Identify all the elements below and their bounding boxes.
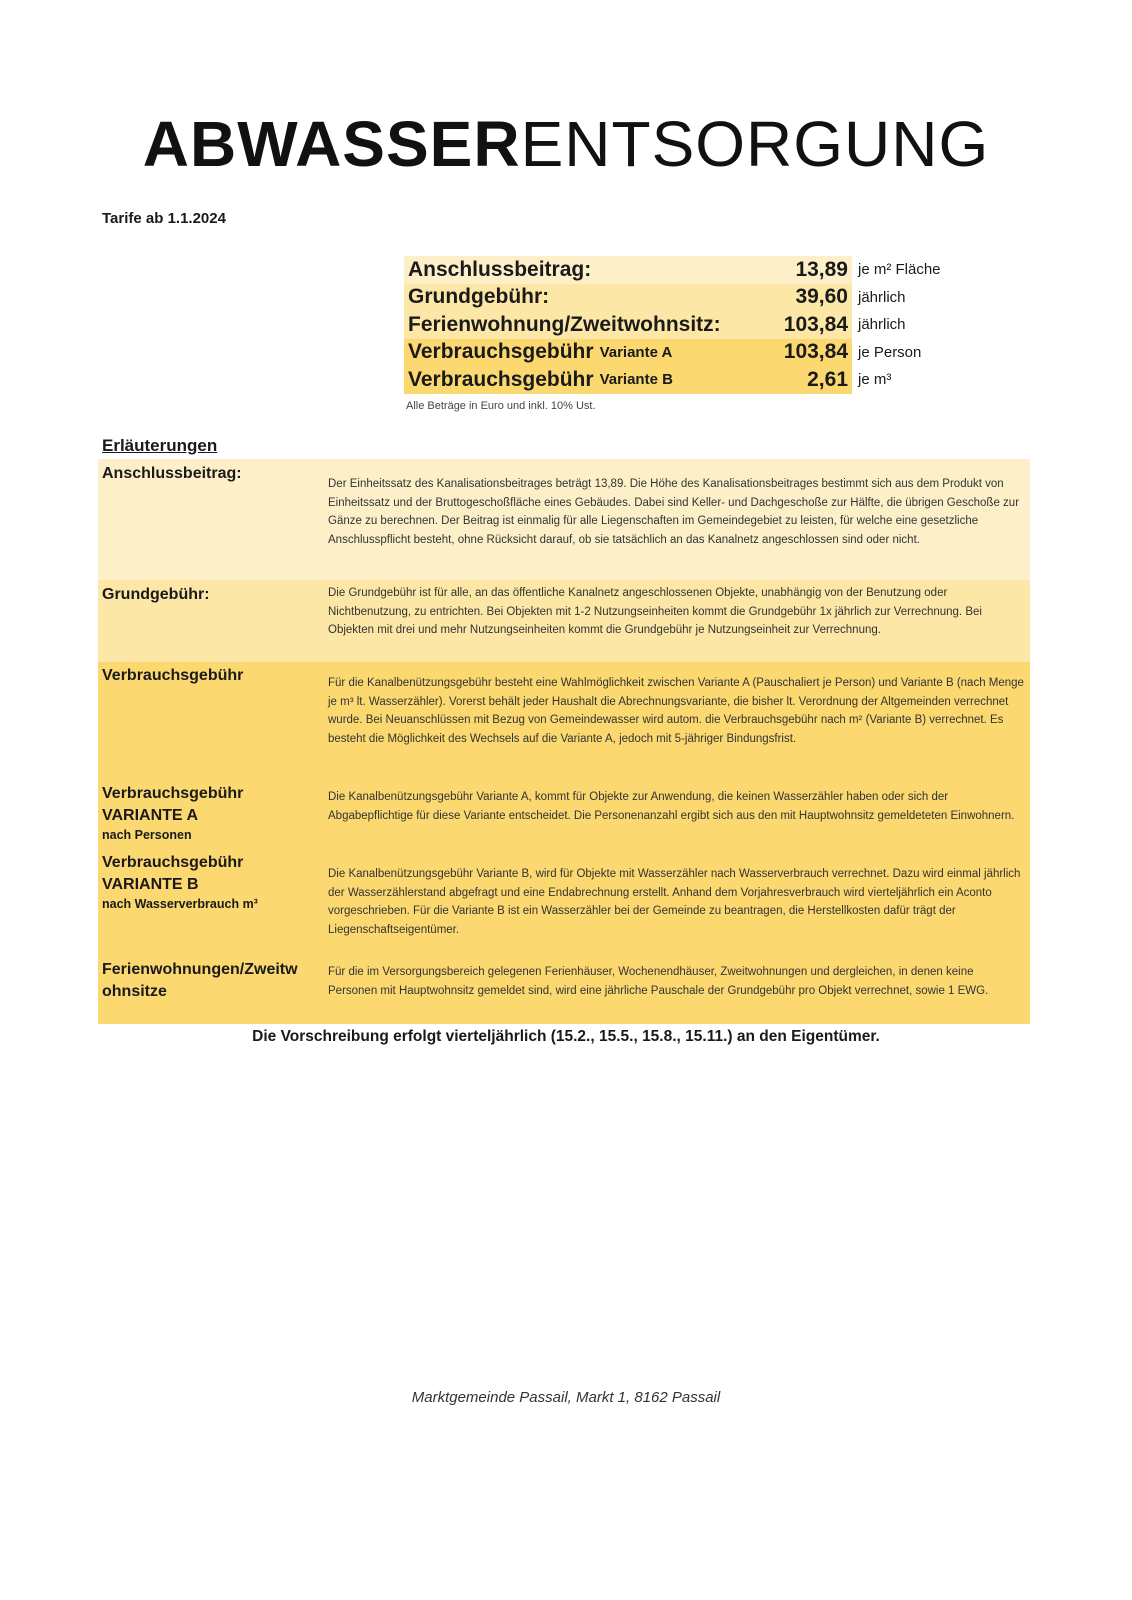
rate-unit: je m² Fläche — [858, 261, 941, 279]
section-label: Ferienwohnungen/Zweitw ohnsitze — [98, 954, 328, 1024]
section-text: Für die Kanalbenützungsgebühr besteht eine Wahlmöglichkeit zwischen Variante A (Pauschaliert je Person) und Variante B (nach Menge je m³ lt. Wasserzähler). Vorerst behält jeder Haushalt die Abrechnungsvariante, die bisher lt. Verordnung der Altgemeinden verrechnet wurde. Bei Neuanschlüssen mit Bezug von Gemeindewasser wird autom. die Verbrauchsgebühr nach m² (Variante B) verrechnet. Es besteht die Möglichkeit des Wechsels auf die Variante A, jedoch mit 5-jähriger Bindungsfrist. — [328, 662, 1030, 780]
section-text: Die Grundgebühr ist für alle, an das öffentliche Kanalnetz angeschlossenen Objekte, unabhängig von der Benutzung oder Nichtbenutzung, zu entrichten. Bei Objekten mit 1-2 Nutzungseinheiten kommt die Grundgebühr 1x jährlich zur Verrechnung. Bei Objekten mit drei und mehr Nutzungseinheiten kommt die Grundgebühr je Nutzungseinheit zur Verrechnung. — [328, 580, 1030, 662]
rate-label: Ferienwohnung/Zweitwohnsitz: — [404, 311, 742, 339]
rate-label: Grundgebühr: — [404, 284, 742, 312]
section-label: Verbrauchsgebühr VARIANTE B nach Wasserverbrauch m³ — [98, 849, 328, 954]
rate-value: 103,84 — [742, 311, 852, 339]
rate-unit: jährlich — [858, 316, 906, 334]
title-regular: ENTSORGUNG — [520, 108, 990, 180]
title-bold: ABWASSER — [142, 108, 521, 180]
section-grundgebuehr — [98, 580, 1030, 662]
section-sublabel: nach Personen — [102, 828, 192, 842]
rate-row-anschlussbeitrag — [404, 256, 941, 284]
rate-label: Verbrauchsgebühr Variante A — [404, 339, 742, 367]
section-text: Der Einheitssatz des Kanalisationsbeitrages beträgt 13,89. Die Höhe des Kanalisationsbeitrages bestimmt sich aus dem Produkt von Einheitssatz und der Bruttogeschoßfläche eines Gebäudes. Dabei sind Keller- und Dachgeschoße zur Hälfte, die übrigen Geschoße zur Gänze zu berechnen. Der Beitrag ist einmalig für alle Liegenschaften im Gemeindegebiet zu leisten, für welche eine gesetzliche Anschlusspflicht besteht, ohne Rücksicht darauf, ob sie tatsächlich an das Kanalnetz angeschlossen sind oder nicht. — [328, 459, 1030, 580]
section-text: Die Kanalbenützungsgebühr Variante B, wird für Objekte mit Wasserzähler nach Wasserverbrauch verrechnet. Dazu wird einmal jährlich der Wasserzählerstand abgefragt und eine Endabrechnung erstellt. Anhand dem Vorjahresverbrauch wird vierteljährlich ein Aconto vorgeschrieben. Für die Variante B ist ein Wasserzähler bei der Gemeinde zu beantragen, die Herstellkosten dafür trägt der Liegenschaftseigentümer. — [328, 849, 1030, 954]
rate-variant: Variante A — [599, 343, 673, 361]
rate-row-verbrauch-a — [404, 339, 941, 367]
rate-unit: je m³ — [858, 371, 892, 389]
billing-notice: Die Vorschreibung erfolgt vierteljährlich (15.2., 15.5., 15.8., 15.11.) an den Eigentümer. — [252, 1028, 880, 1045]
rate-value: 103,84 — [742, 339, 852, 367]
rate-value: 2,61 — [742, 366, 852, 394]
section-verbrauchsgebuehr — [98, 662, 1030, 780]
section-label: Grundgebühr: — [98, 580, 328, 662]
rate-unit: je Person — [858, 343, 922, 361]
section-sublabel: nach Wasserverbrauch m³ — [102, 897, 258, 911]
section-label: Verbrauchsgebühr VARIANTE A nach Personen — [98, 780, 328, 849]
rate-variant: Variante B — [599, 371, 673, 389]
rate-row-ferienwohnung — [404, 311, 941, 339]
rate-label: Verbrauchsgebühr Variante B — [404, 366, 742, 394]
section-label: Anschlussbeitrag: — [98, 459, 328, 580]
section-anschlussbeitrag — [98, 459, 1030, 580]
tarife-label: Tarife ab 1.1.2024 — [102, 210, 226, 227]
rates-table — [404, 256, 941, 394]
section-label: Verbrauchsgebühr — [98, 662, 328, 780]
rate-row-grundgebuehr — [404, 284, 941, 312]
address: Marktgemeinde Passail, Markt 1, 8162 Passail — [411, 1389, 721, 1406]
rate-unit: jährlich — [858, 288, 906, 306]
section-text: Die Kanalbenützungsgebühr Variante A, kommt für Objekte zur Anwendung, die keinen Wasserzähler haben oder sich der Abgabepflichtige für diese Variante entscheidet. Die Personenanzahl ergibt sich aus den mit Hauptwohnsitz gemeldeteten Einwohnern. — [328, 780, 1030, 849]
rate-label: Anschlussbeitrag: — [404, 256, 742, 284]
page-title — [0, 108, 1132, 180]
section-variante-a — [98, 780, 1030, 849]
section-text: Für die im Versorgungsbereich gelegenen Ferienhäuser, Wochenendhäuser, Zweitwohnungen und dergleichen, in denen keine Personen mit Hauptwohnsitz gemeldet sind, wird eine jährliche Pauschale der Grundgebühr pro Objekt verrechnet, sowie 1 EWG. — [328, 954, 1030, 1024]
section-ferienwohnungen — [98, 954, 1030, 1024]
erlaeuterungen-heading: Erläuterungen — [102, 436, 218, 455]
rate-value: 13,89 — [742, 256, 852, 284]
amount-note: Alle Beträge in Euro und inkl. 10% Ust. — [406, 400, 596, 412]
rate-row-verbrauch-b — [404, 366, 941, 394]
section-variante-b — [98, 849, 1030, 954]
rate-value: 39,60 — [742, 284, 852, 312]
